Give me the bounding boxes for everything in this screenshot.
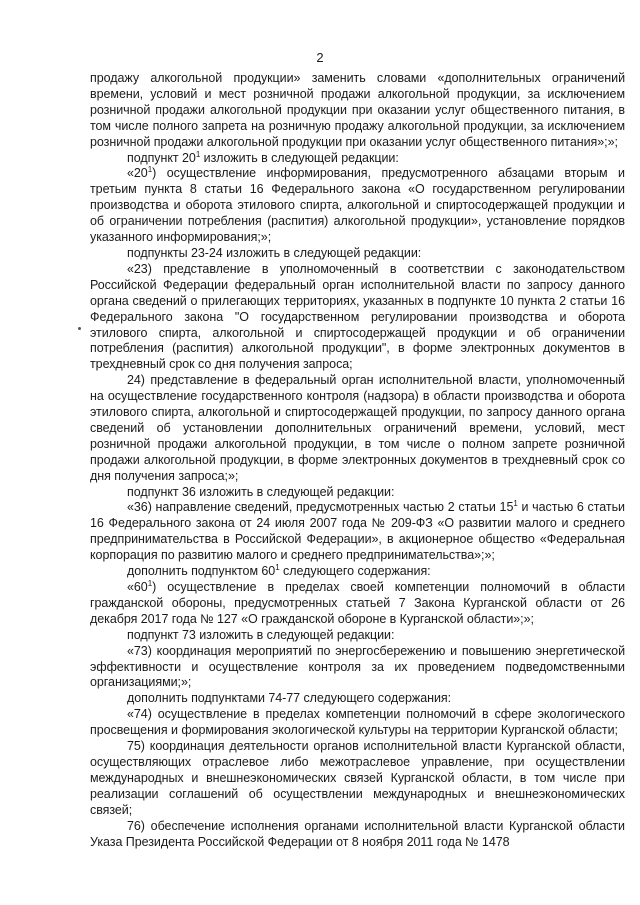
superscript: 1 bbox=[147, 165, 153, 175]
paragraph-text: следующего содержания: bbox=[279, 564, 431, 579]
paragraph-text: подпункт 36 изложить в следующей редакции: bbox=[127, 484, 395, 499]
paragraph bbox=[90, 246, 625, 262]
paragraph-text: ) осуществление информирования, предусмотренного абзацами вторым и третьим пункта 8 статьи 16 Федерального закона «О государственном регулировании производства и оборота этилового спирта, алкогольной и спиртосодержащей продукции и об ограничении потребления (распития) алкогольной продукции», установление порядков указанного информирования;»; bbox=[90, 166, 625, 245]
paragraph bbox=[90, 564, 625, 580]
paragraph-text: 75) координация деятельности органов исполнительной власти Курганской области, осуществляющих отраслевое либо межотраслевое управление, при осуществлении международных и внешнеэкономических связей Курганской области, в том числе при реализации соглашений об осуществлении международных и внешнеэкономических связей; bbox=[90, 739, 625, 817]
paragraph bbox=[90, 580, 625, 628]
paragraph-text: изложить в следующей редакции: bbox=[200, 150, 399, 165]
paragraph-text: «23) представление в уполномоченный в соответствии с законодательством Российской Федерации федеральный орган исполнительной власти по запросу данного органа сведений о прилегающих территориях, указанных в подпункте 10 пункта 2 статьи 16 Федерального закона "О государственном регулировании производства и оборота этилового спирта, алкогольной и спиртосодержащей продукции и об ограничении потребления (распития) алкогольной продукции", в форме электронных документов в трехдневный срок со дня получения запроса; bbox=[90, 261, 625, 372]
paragraph-text: подпункт 73 изложить в следующей редакции: bbox=[127, 627, 395, 642]
paragraph bbox=[90, 628, 625, 644]
paragraph bbox=[90, 691, 625, 707]
paragraph-text: ) осуществление в пределах своей компетенции полномочий в области гражданской обороны, предусмотренных статьей 7 Закона Курганской области от 26 декабря 2017 года № 127 «О гражданской обороне в Курганской области»;»; bbox=[90, 580, 625, 626]
paragraph-text: дополнить подпунктом 60 bbox=[127, 564, 276, 579]
paragraph-text: «73) координация мероприятий по энергосбережению и повышению энергетической эффективности и осуществление контроля за их проведением подведомственными организациями;»; bbox=[90, 643, 625, 690]
page-number: 2 bbox=[316, 50, 324, 65]
paragraph-text: 76) обеспечение исполнения органами исполнительной власти Курганской области Указа Президента Российской Федерации от 8 ноября 2011 года № 1478 bbox=[90, 818, 625, 849]
superscript: 1 bbox=[195, 149, 201, 159]
margin-mark bbox=[78, 327, 81, 330]
paragraph-text: и частью 6 статьи 16 Федерального закона от 24 июля 2007 года № 209-ФЗ «О развитии малого и среднего предпринимательства в Российской Федерации», в акционерное общество «Федеральная корпорация по развитию малого и среднего предпринимательства»;»; bbox=[90, 500, 625, 563]
paragraph bbox=[90, 166, 625, 246]
paragraph-text: «20 bbox=[127, 166, 148, 181]
paragraph-text: 24) представление в федеральный орган исполнительной власти, уполномоченный на осуществление государственного контроля (надзора) в области производства и оборота этилового спирта, алкогольной и спиртосодержащей продукции, по запросу данного органа сведений об установлении дополнительных ограничений времени, условий, мест розничной продажи алкогольной продукции, в том числе о полном запрете розничной продажи алкогольной продукции, в форме электронных документов в трехдневный срок со дня получения запроса;»; bbox=[90, 373, 625, 483]
paragraph-text: «74) осуществление в пределах компетенции полномочий в сфере экологического просвещения и формирования экологической культуры на территории Курганской области; bbox=[90, 707, 625, 738]
paragraph-text: подпункты 23-24 изложить в следующей редакции: bbox=[127, 245, 422, 260]
paragraph bbox=[90, 739, 625, 819]
paragraph bbox=[90, 644, 625, 692]
paragraph-text: «60 bbox=[127, 580, 148, 594]
superscript: 1 bbox=[147, 578, 153, 588]
paragraph-text: «36) направление сведений, предусмотренных частью 2 статьи 15 bbox=[127, 500, 514, 515]
paragraph bbox=[90, 819, 625, 851]
document-body bbox=[90, 71, 625, 850]
paragraph bbox=[90, 485, 625, 501]
paragraph-text: дополнить подпунктами 74-77 следующего содержания: bbox=[127, 691, 452, 706]
paragraph bbox=[90, 71, 625, 151]
paragraph bbox=[90, 151, 625, 167]
paragraph bbox=[90, 500, 625, 564]
paragraph-text: подпункт 20 bbox=[127, 150, 196, 165]
paragraph bbox=[90, 707, 625, 739]
paragraph bbox=[90, 373, 625, 484]
superscript: 1 bbox=[513, 499, 518, 509]
paragraph bbox=[90, 262, 625, 373]
paragraph-text: продажу алкогольной продукции» заменить словами «дополнительных ограничений времени, условий и мест розничной продажи алкогольной продукции, за исключением розничной продажи алкогольной продукции при оказании услуг общественного питания, в том числе полного запрета на розничную продажу алкогольной продукции, за исключением розничной продажи алкогольной продукции при оказании услуг общественного питания»;»; bbox=[90, 71, 625, 149]
superscript: 1 bbox=[275, 562, 280, 572]
